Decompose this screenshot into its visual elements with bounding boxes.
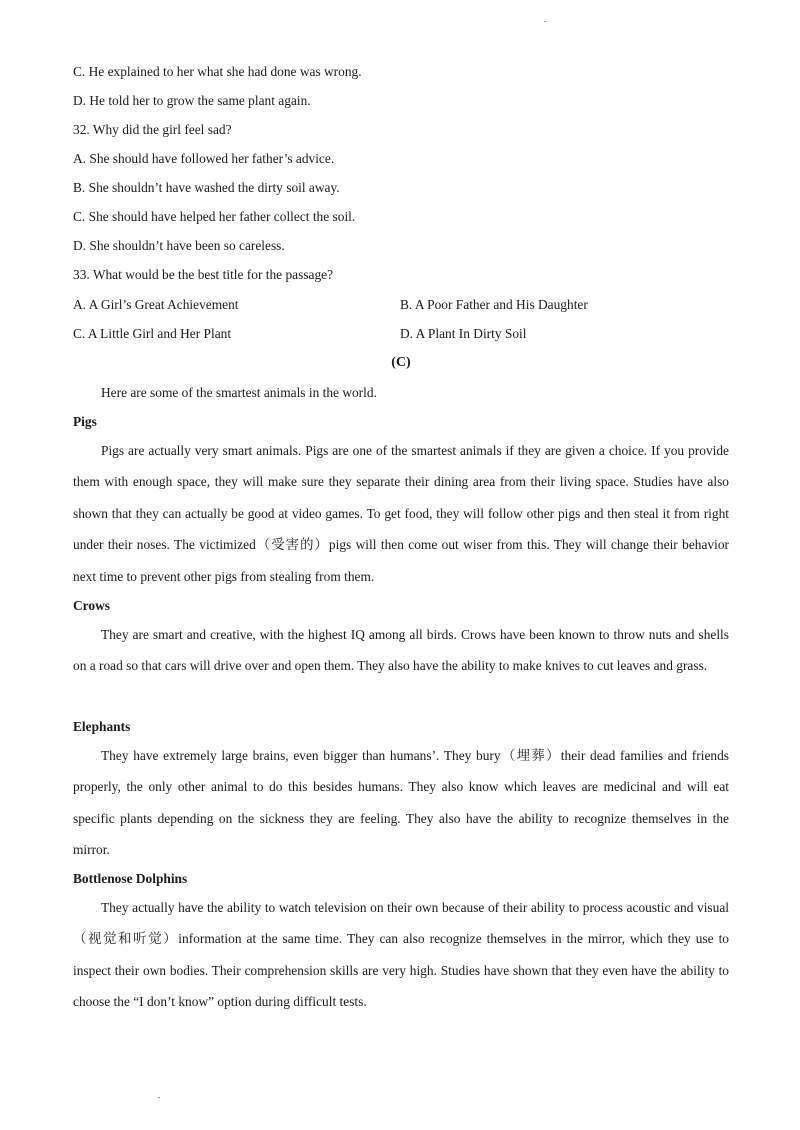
heading-bottlenose-dolphins: Bottlenose Dolphins: [73, 871, 188, 886]
section-intro: Here are some of the smartest animals in the world.: [101, 385, 377, 400]
section-label: (C): [391, 355, 411, 370]
heading-pigs: Pigs: [73, 414, 97, 429]
paragraph-crows: They are smart and creative, with the highest IQ among all birds. Crows have been known to throw nuts and shells on a road so that cars will drive over and open them. They also have the ability to make knives to cut leaves and grass.: [73, 627, 729, 674]
q31-option-d: D. He told her to grow the same plant again.: [73, 93, 311, 108]
q33-option-a: A. A Girl’s Great Achievement: [73, 297, 239, 312]
heading-elephants: Elephants: [73, 719, 131, 734]
q32-option-a: A. She should have followed her father’s advice.: [73, 151, 335, 166]
scan-mark-bottom: [158, 1097, 160, 1098]
q32-option-b: B. She shouldn’t have washed the dirty soil away.: [73, 180, 340, 195]
q33-option-b: B. A Poor Father and His Daughter: [400, 297, 588, 312]
q32-option-c: C. She should have helped her father collect the soil.: [73, 209, 356, 224]
q31-option-c: C. He explained to her what she had done was wrong.: [73, 64, 362, 79]
q33-option-d: D. A Plant In Dirty Soil: [400, 326, 527, 341]
scan-mark-top: [544, 21, 546, 22]
q32-option-d: D. She shouldn’t have been so careless.: [73, 238, 285, 253]
paragraph-elephants: They have extremely large brains, even bigger than humans’. They bury（埋葬）their dead families and friends properly, the only other animal to do this besides humans. They also know which leaves are medicinal and will eat specific plants depending on the sickness they are feeling. They also have the ability to recognize themselves in the mirror.: [73, 748, 729, 858]
q33-question: 33. What would be the best title for the passage?: [73, 267, 334, 282]
paragraph-pigs: Pigs are actually very smart animals. Pigs are one of the smartest animals if they are given a choice. If you provide them with enough space, they will make sure they separate their dining area from their living space. Studies have also shown that they can actually be good at video games. To get food, they will follow other pigs and then steal it from right under their noses. The victimized（受害的）pigs will then come out wiser from this. They will change their behavior next time to prevent other pigs from stealing from them.: [73, 443, 729, 584]
q32-question: 32. Why did the girl feel sad?: [73, 122, 232, 137]
paragraph-bottlenose-dolphins: They actually have the ability to watch television on their own because of their ability to process acoustic and visual（视觉和听觉）information at the same time. They can also recognize themselves in the mirror, which they use to inspect their own bodies. Their comprehension skills are very high. Studies have shown that they even have the ability to choose the “I don’t know” option during difficult tests.: [73, 900, 729, 1010]
heading-crows: Crows: [73, 598, 110, 613]
q33-option-c: C. A Little Girl and Her Plant: [73, 326, 232, 341]
